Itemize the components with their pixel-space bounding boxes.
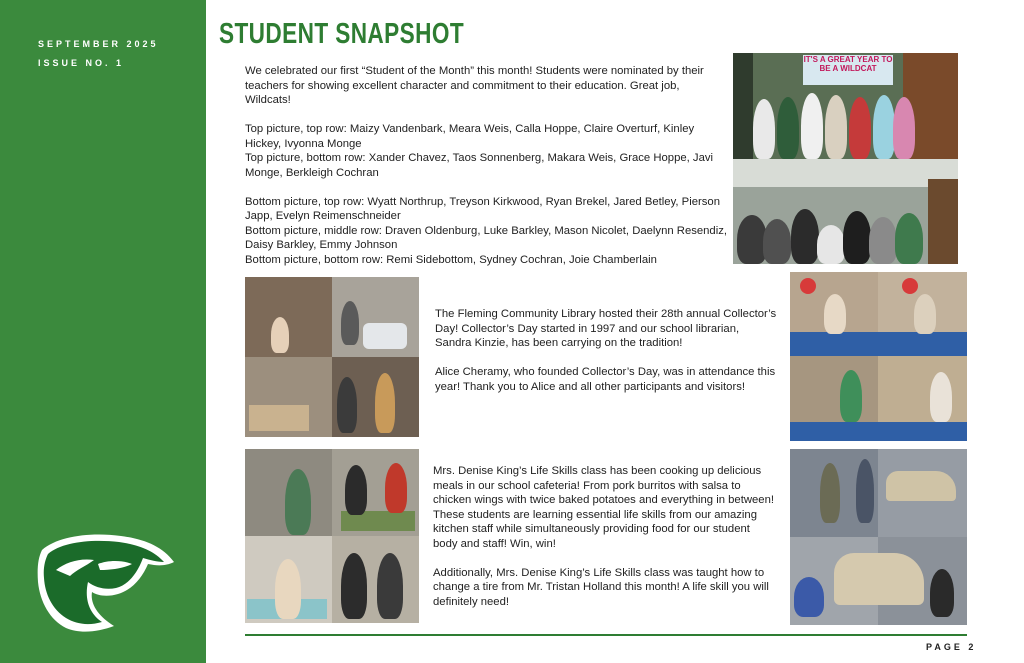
collectors-day-photo — [245, 277, 419, 437]
student-of-month-photo-top — [733, 53, 958, 159]
page-number: PAGE 2 — [926, 642, 977, 652]
issue-date: SEPTEMBER 2025 — [38, 39, 159, 49]
paragraph: We celebrated our first “Student of the Month” this month! Students were nominated by their teachers for showing excellent character and commitment to their education. Great job, Wildcats! — [245, 65, 704, 106]
page-title: STUDENT SNAPSHOT — [219, 18, 465, 50]
paragraph: Additionally, Mrs. Denise King’s Life Skills class was taught how to change a tire from Mr. Tristan Holland this month! A life skill you will definitely need! — [433, 566, 769, 608]
life-skills-cooking-photo — [245, 449, 419, 623]
tire-change-photo — [790, 449, 967, 625]
paragraph: Alice Cheramy, who founded Collector’s Day, was in attendance this year! Thank you to Alice and all other participants and visitors! — [435, 366, 776, 393]
paragraph: Mrs. Denise King’s Life Skills class has been cooking up delicious meals in our school cafeteria! From pork burritos with salsa to chicken wings with twice baked potatoes and everything in between! These students are learning essential life skills from our amazing kitchen staff while simultaneously providing food for our student body and staff! Win, win! — [433, 465, 774, 550]
collectors-day-photo-2 — [790, 272, 967, 441]
issue-number: ISSUE NO. 1 — [38, 58, 125, 68]
sidebar — [0, 0, 206, 663]
student-of-month-photo-bottom — [733, 159, 958, 264]
classroom-banner: IT'S A GREAT YEAR TO BE A WILDCAT — [803, 55, 893, 85]
student-of-month-text — [245, 64, 727, 267]
paragraph: Top picture, top row: Maizy Vandenbark, Meara Weis, Calla Hoppe, Claire Overturf, Kinley Hickey, Ivyonna Monge — [245, 123, 695, 150]
collectors-day-text — [435, 307, 777, 394]
paragraph: Bottom picture, top row: Wyatt Northrup, Treyson Kirkwood, Ryan Brekel, Jared Betley, Pierson Japp, Evelyn Reimenschneider — [245, 195, 720, 222]
paragraph: Bottom picture, middle row: Draven Oldenburg, Luke Barkley, Mason Nicolet, Daelynn Resendiz, Daisy Barkley, Emmy Johnson — [245, 224, 728, 251]
paragraph: Top picture, bottom row: Xander Chavez, Taos Sonnenberg, Makara Weis, Grace Hoppe, Javi Monge, Berkleigh Cochran — [245, 152, 714, 179]
paragraph: Bottom picture, bottom row: Remi Sidebottom, Sydney Cochran, Joie Chamberlain — [245, 253, 657, 266]
paragraph: The Fleming Community Library hosted their 28th annual Collector’s Day! Collector’s Day started in 1997 and our school librarian, Sandra Kinzie, has been carrying on the tradition! — [435, 308, 777, 349]
wildcat-logo-icon — [36, 530, 178, 636]
footer-divider — [245, 634, 967, 636]
life-skills-text — [433, 464, 775, 609]
